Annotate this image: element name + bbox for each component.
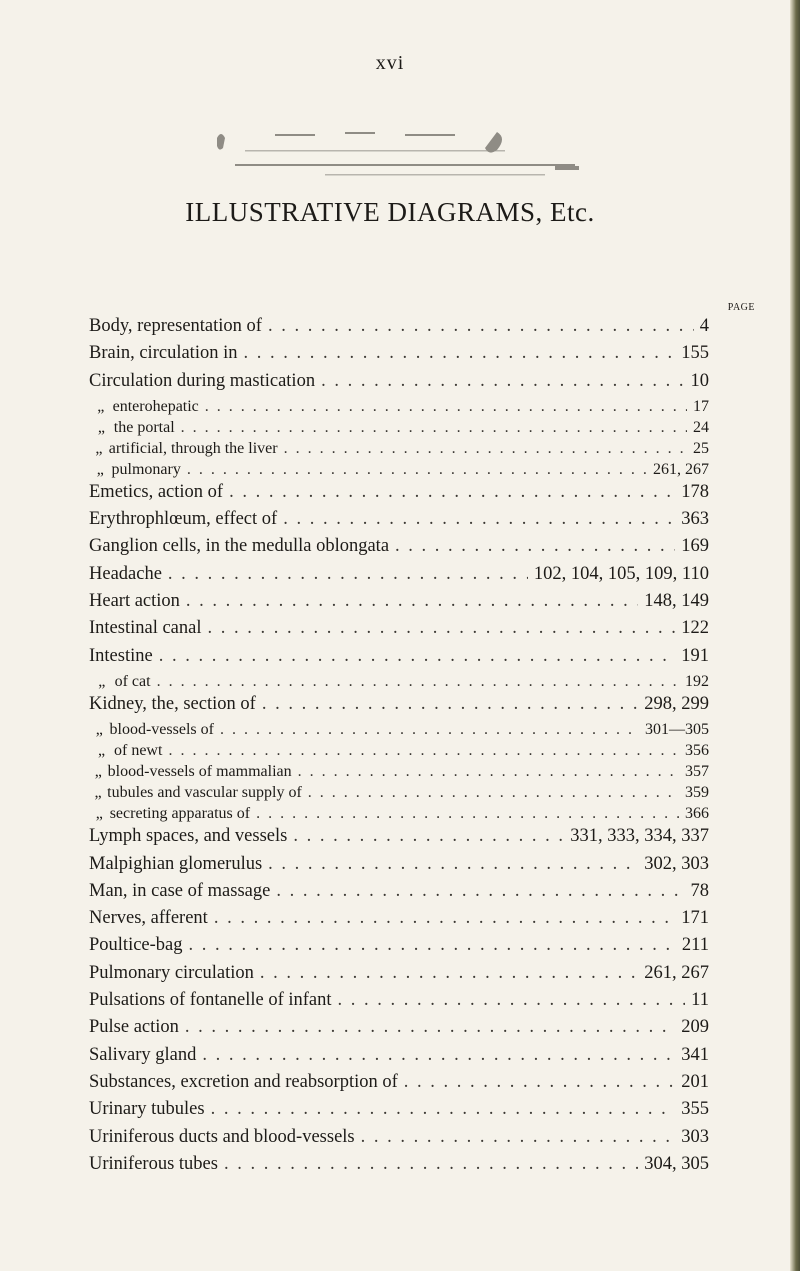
entry-label: Heart action: [89, 591, 180, 612]
entry-pages: 261, 267: [644, 962, 709, 983]
entry-label: Nerves, afferent: [89, 908, 208, 929]
entry-label: secreting apparatus of: [109, 805, 251, 823]
entry-label: of cat: [114, 672, 151, 690]
entry-pages: 302, 303: [644, 853, 709, 874]
entry-label: Pulsations of fontanelle of infant: [89, 990, 332, 1011]
entry-pages: 298, 299: [644, 693, 709, 714]
entry-label: Erythrophlœum, effect of: [89, 509, 278, 530]
entry-pages: 211: [681, 935, 709, 956]
entry-pages: 209: [681, 1017, 709, 1038]
entry-label: Pulse action: [89, 1017, 179, 1038]
index-entry: [89, 343, 709, 370]
ditto-mark: „: [97, 397, 105, 415]
ditto-mark: „: [94, 763, 102, 781]
index-entry: [89, 694, 709, 721]
page-edge: [790, 0, 800, 1271]
entry-label: Intestinal canal: [89, 618, 202, 639]
dot-leader: [338, 990, 686, 1011]
ditto-mark: „: [98, 672, 106, 690]
dot-leader: [268, 854, 638, 875]
index-entry: [89, 316, 709, 343]
index-entry: [89, 805, 709, 826]
ditto-mark: „: [97, 742, 106, 760]
entry-label: Ganglion cells, in the medulla oblongata: [89, 536, 390, 557]
index-entry: [89, 854, 709, 881]
entry-label: Pulmonary circulation: [89, 962, 254, 983]
index-entry: [89, 935, 709, 962]
entry-label: the portal: [113, 418, 175, 436]
entry-pages: 201: [681, 1071, 709, 1092]
index-entry: [89, 763, 709, 784]
index-entry: [89, 618, 709, 645]
entry-pages: 17: [693, 397, 709, 415]
dot-leader: [187, 461, 647, 479]
entry-pages: 303: [681, 1126, 709, 1147]
index-entry: [89, 536, 709, 563]
page-number: xvi: [375, 52, 405, 74]
entry-pages: 356: [685, 742, 709, 760]
dot-leader: [157, 673, 679, 691]
entry-label: Brain, circulation in: [89, 343, 238, 364]
entry-pages: 357: [685, 763, 709, 781]
entry-pages: 191: [681, 645, 709, 666]
index-entry: [89, 881, 709, 908]
ditto-mark: „: [95, 805, 103, 823]
entry-pages: 10: [690, 370, 709, 391]
index-entry: [89, 398, 709, 419]
entry-label: Man, in case of massage: [89, 880, 271, 901]
entry-pages: 301—305: [645, 721, 709, 739]
entry-label: Salivary gland: [89, 1044, 197, 1065]
index-entry: [89, 673, 709, 694]
entry-label: blood-vessels of: [109, 721, 214, 739]
ditto-mark: „: [95, 439, 103, 457]
index-entry: [89, 908, 709, 935]
entry-label: Kidney, the, section of: [89, 693, 256, 714]
entry-pages: 304, 305: [644, 1153, 709, 1174]
index-entry: [89, 990, 709, 1017]
index-entry: [89, 646, 709, 673]
index-entry: [89, 1072, 709, 1099]
index-entry: [89, 1154, 709, 1181]
dot-leader: [229, 482, 675, 503]
index-entry: [89, 482, 709, 509]
entry-pages: 4: [699, 316, 709, 336]
entry-pages: 359: [685, 784, 709, 802]
index-entry: [89, 1127, 709, 1154]
dot-leader: [208, 618, 676, 639]
index-entry: [89, 461, 709, 482]
dot-leader: [361, 1127, 676, 1148]
dot-leader: [260, 963, 638, 984]
dot-leader: [308, 784, 679, 802]
ditto-mark: „: [96, 460, 104, 478]
dot-leader: [185, 1017, 675, 1038]
dot-leader: [186, 591, 638, 612]
index-entry: [89, 1017, 709, 1044]
dot-leader: [262, 694, 638, 715]
entry-label: Substances, excretion and reabsorption of: [89, 1071, 398, 1092]
entry-pages: 355: [681, 1099, 709, 1120]
index-entry: [89, 826, 709, 853]
dot-leader: [159, 646, 676, 667]
entry-label: enterohepatic: [112, 397, 199, 415]
index-entry: [89, 784, 709, 805]
ditto-mark: „: [97, 418, 105, 436]
index-entry: [89, 371, 709, 398]
index-entry: [89, 419, 709, 440]
entry-pages: 122: [681, 618, 709, 639]
entry-label: artificial, through the liver: [108, 439, 278, 457]
dot-leader: [321, 371, 684, 392]
dot-leader: [293, 826, 564, 847]
entry-pages: 178: [681, 481, 709, 502]
entry-label: Uriniferous ducts and blood-vessels: [89, 1126, 355, 1147]
dot-leader: [268, 316, 694, 337]
entry-label: Malpighian glomerulus: [89, 853, 263, 874]
index-entry: [89, 742, 709, 763]
ditto-mark: „: [94, 784, 102, 802]
entry-label: Emetics, action of: [89, 481, 224, 502]
dot-leader: [276, 881, 684, 902]
entry-pages: 192: [685, 672, 709, 690]
dot-leader: [243, 343, 675, 364]
index-entry: [89, 509, 709, 536]
ditto-mark: „: [95, 721, 103, 739]
dot-leader: [181, 419, 687, 437]
page-column-label: PAGE: [727, 302, 755, 313]
entry-label: pulmonary: [111, 460, 181, 478]
entry-label: Circulation during mastication: [89, 370, 316, 391]
page-title: ILLUSTRATIVE DIAGRAMS, Etc.: [185, 197, 595, 227]
dot-leader: [395, 536, 675, 557]
entry-pages: 102, 104, 105, 109, 110: [533, 563, 709, 584]
dot-leader: [168, 564, 528, 585]
dot-leader: [404, 1072, 675, 1093]
entry-label: Intestine: [89, 645, 153, 666]
dot-leader: [284, 440, 687, 458]
entry-label: tubules and vascular supply of: [107, 784, 302, 802]
index-entry: [89, 1099, 709, 1126]
dot-leader: [256, 805, 679, 823]
dot-leader: [214, 908, 675, 929]
entry-label: Body, representation of: [89, 316, 262, 336]
dot-leader: [220, 721, 639, 739]
dot-leader: [283, 509, 675, 530]
entry-pages: 24: [693, 418, 709, 436]
entry-pages: 261, 267: [653, 460, 709, 478]
index-entry: [89, 564, 709, 591]
index-entry: [89, 591, 709, 618]
dot-leader: [205, 398, 687, 416]
entry-pages: 171: [681, 908, 709, 929]
index-list: [89, 316, 709, 1181]
entry-pages: 155: [681, 343, 709, 364]
entry-label: Poultice-bag: [89, 935, 183, 956]
index-entry: [89, 440, 709, 461]
entry-pages: 366: [685, 805, 709, 823]
index-entry: [89, 963, 709, 990]
entry-pages: 11: [691, 990, 709, 1011]
entry-label: Uriniferous tubes: [89, 1153, 218, 1174]
dot-leader: [189, 935, 676, 956]
entry-pages: 363: [681, 509, 709, 530]
entry-pages: 78: [690, 880, 709, 901]
dot-leader: [298, 763, 679, 781]
index-entry: [89, 1045, 709, 1072]
entry-pages: 148, 149: [644, 591, 709, 612]
entry-label: Lymph spaces, and vessels: [89, 826, 288, 847]
entry-label: Urinary tubules: [89, 1099, 205, 1120]
entry-label: Headache: [89, 563, 162, 584]
dot-leader: [211, 1099, 676, 1120]
entry-pages: 341: [681, 1044, 709, 1065]
dot-leader: [224, 1154, 638, 1175]
entry-label: blood-vessels of mammalian: [107, 763, 292, 781]
show-through-ink: [205, 120, 625, 182]
entry-pages: 25: [693, 439, 709, 457]
entry-pages: 331, 333, 334, 337: [570, 826, 709, 847]
dot-leader: [202, 1045, 675, 1066]
entry-pages: 169: [681, 536, 709, 557]
index-entry: [89, 721, 709, 742]
dot-leader: [168, 742, 679, 760]
entry-label: of newt: [114, 742, 163, 760]
